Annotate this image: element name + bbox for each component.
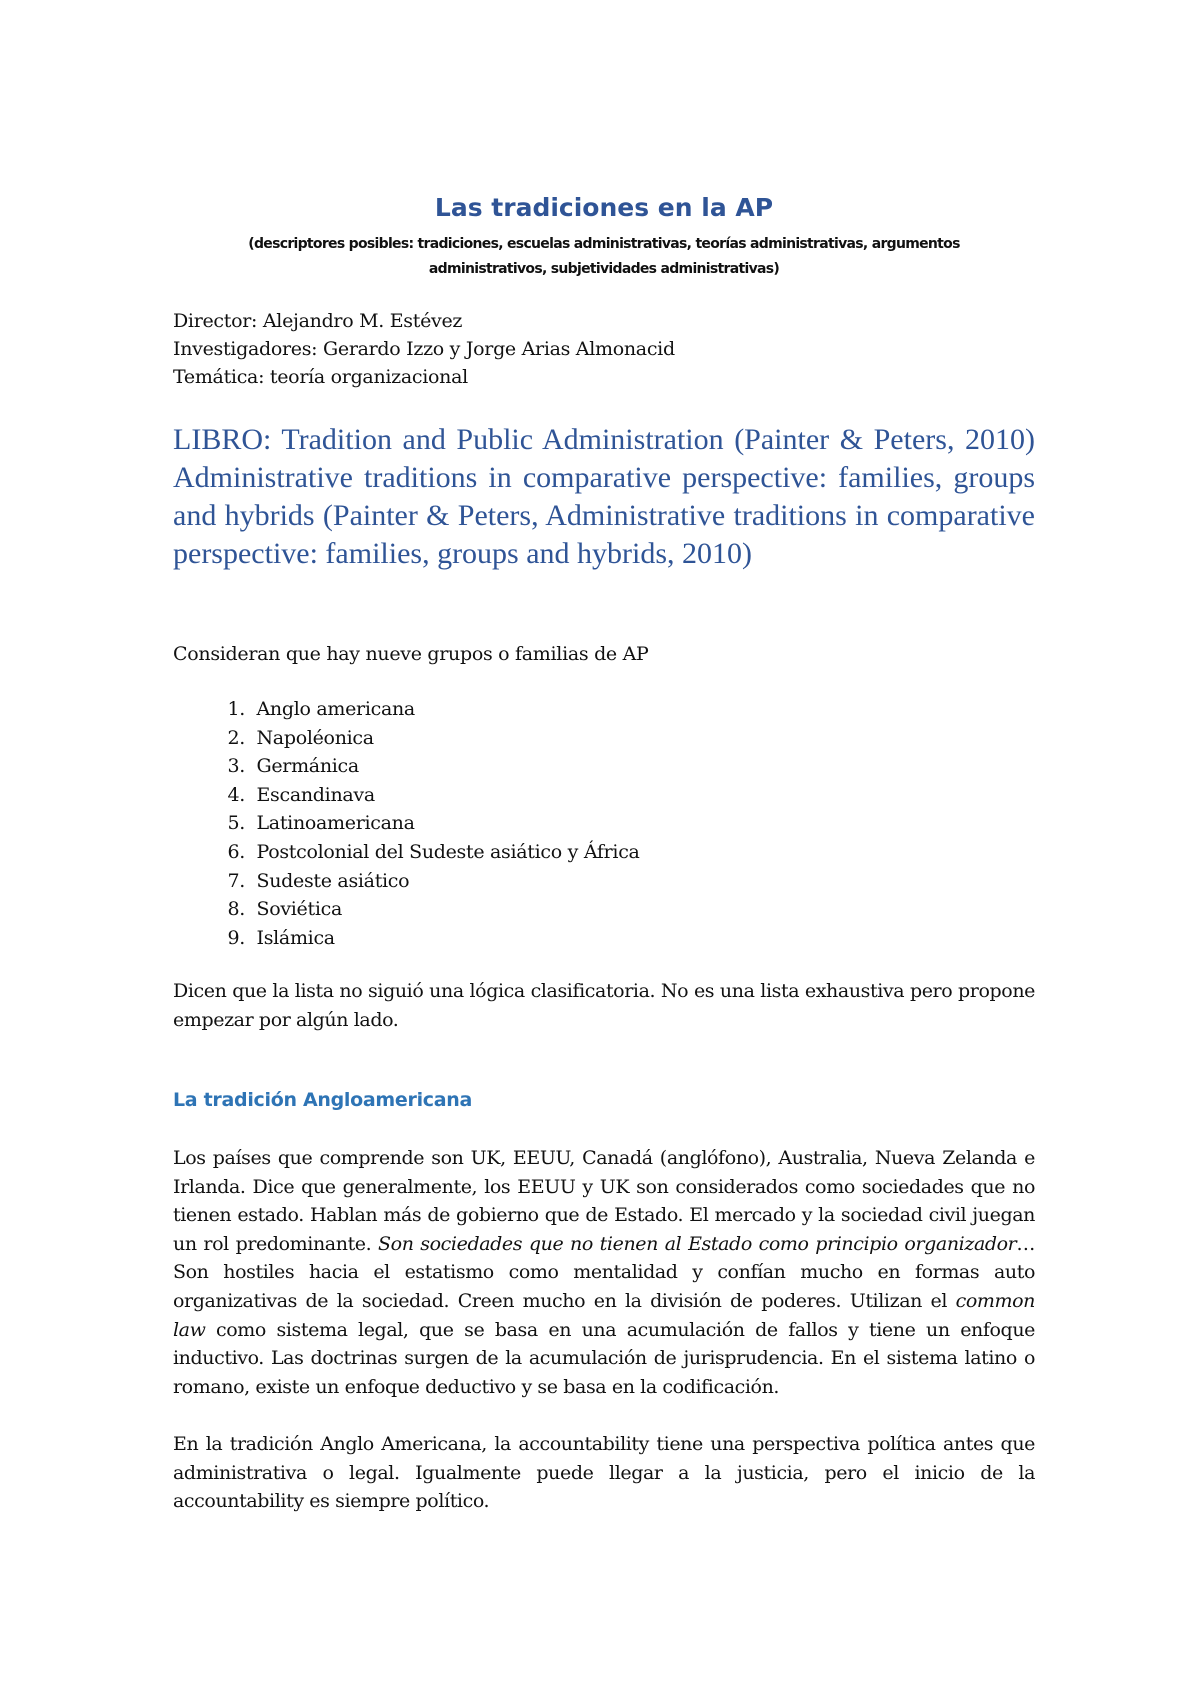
list-text: Escandinava — [256, 783, 375, 806]
list-item — [173, 695, 640, 724]
list-number: 7. — [227, 869, 245, 892]
dicen-paragraph: Dicen que la lista no siguió una lógica clasificatoria. No es una lista exhaustiva pero propone empezar por algún lado. — [173, 980, 1035, 1031]
document-title: Las tradiciones en la AP — [434, 193, 774, 222]
document-page — [173, 0, 1035, 1698]
list-number: 5. — [227, 812, 245, 835]
list-text: Germánica — [256, 755, 359, 778]
italic-phrase: Son sociedades que no tienen al Estado como principio organizador — [378, 1232, 1017, 1255]
angloamericana-paragraph-1: Los países que comprende son UK, EEUU, Canadá (anglófono), Australia, Nueva Zelanda e Irlanda. Dice que generalmente, los EEUU y UK son considerados como sociedades que no tienen estado. Hablan más de gobierno que de Estado. El mercado y la sociedad civil juegan un rol predominante. Son sociedades que no tienen al Estado como principio organizador… Son hostiles hacia el estatismo como mentalidad y confían mucho en formas auto organizativas de la sociedad. Creen mucho en la división de poderes. Utilizan el common law como sistema legal, que se basa en una acumulación de fallos y tiene un enfoque inductivo. Las doctrinas surgen de la acumulación de jurisprudencia. En el sistema latino o romano, existe un enfoque deductivo y se basa en la codificación. — [173, 1147, 1035, 1398]
descriptors-note — [183, 232, 1025, 282]
list-item — [173, 838, 640, 867]
descriptors-line-2: administrativos, subjetividades administrativas) — [428, 261, 780, 277]
list-text: Latinoamericana — [256, 812, 415, 835]
list-item — [173, 867, 640, 896]
list-item — [173, 895, 640, 924]
list-number: 6. — [227, 840, 245, 863]
list-item — [173, 724, 640, 753]
list-number: 3. — [227, 755, 245, 778]
italic-term: common law — [173, 1289, 1035, 1341]
list-text: Islámica — [256, 926, 335, 949]
list-text: Napoléonica — [256, 726, 374, 749]
tematica-line: Temática: teoría organizacional — [173, 366, 468, 388]
list-item — [173, 809, 640, 838]
list-text: Sudeste asiático — [256, 869, 410, 892]
list-number: 8. — [227, 898, 245, 921]
project-meta — [173, 307, 1035, 391]
list-item — [173, 781, 640, 810]
list-number: 2. — [227, 726, 245, 749]
section-heading-angloamericana: La tradición Angloamericana — [173, 1089, 473, 1111]
investigadores-line: Investigadores: Gerardo Izzo y Jorge Arias Almonacid — [173, 338, 675, 360]
list-item — [173, 752, 640, 781]
list-text: Soviética — [256, 898, 342, 921]
list-text: Anglo americana — [256, 698, 415, 720]
libro-reference: LIBRO: Tradition and Public Administration (Painter & Peters, 2010) Administrative traditions in comparative perspective: families, groups and hybrids (Painter & Peters, Administrative traditions in comparative perspective: families, groups and hybrids, 2010) — [173, 423, 1035, 570]
list-number: 1. — [227, 698, 245, 720]
families-list — [173, 695, 640, 952]
list-number: 4. — [227, 783, 245, 806]
list-number: 9. — [227, 926, 245, 949]
descriptors-line-1: (descriptores posibles: tradiciones, escuelas administrativas, teorías administrativas, argumentos — [248, 236, 960, 252]
list-text: Postcolonial del Sudeste asiático y África — [256, 840, 640, 863]
angloamericana-paragraph-2: En la tradición Anglo Americana, la accountability tiene una perspectiva política antes que administrativa o legal. Igualmente puede llegar a la justicia, pero el inicio de la accountability es siempre político. — [173, 1433, 1035, 1513]
list-item — [173, 924, 640, 953]
intro-sentence: Consideran que hay nueve grupos o familias de AP — [173, 643, 649, 665]
director-line: Director: Alejandro M. Estévez — [173, 310, 463, 332]
